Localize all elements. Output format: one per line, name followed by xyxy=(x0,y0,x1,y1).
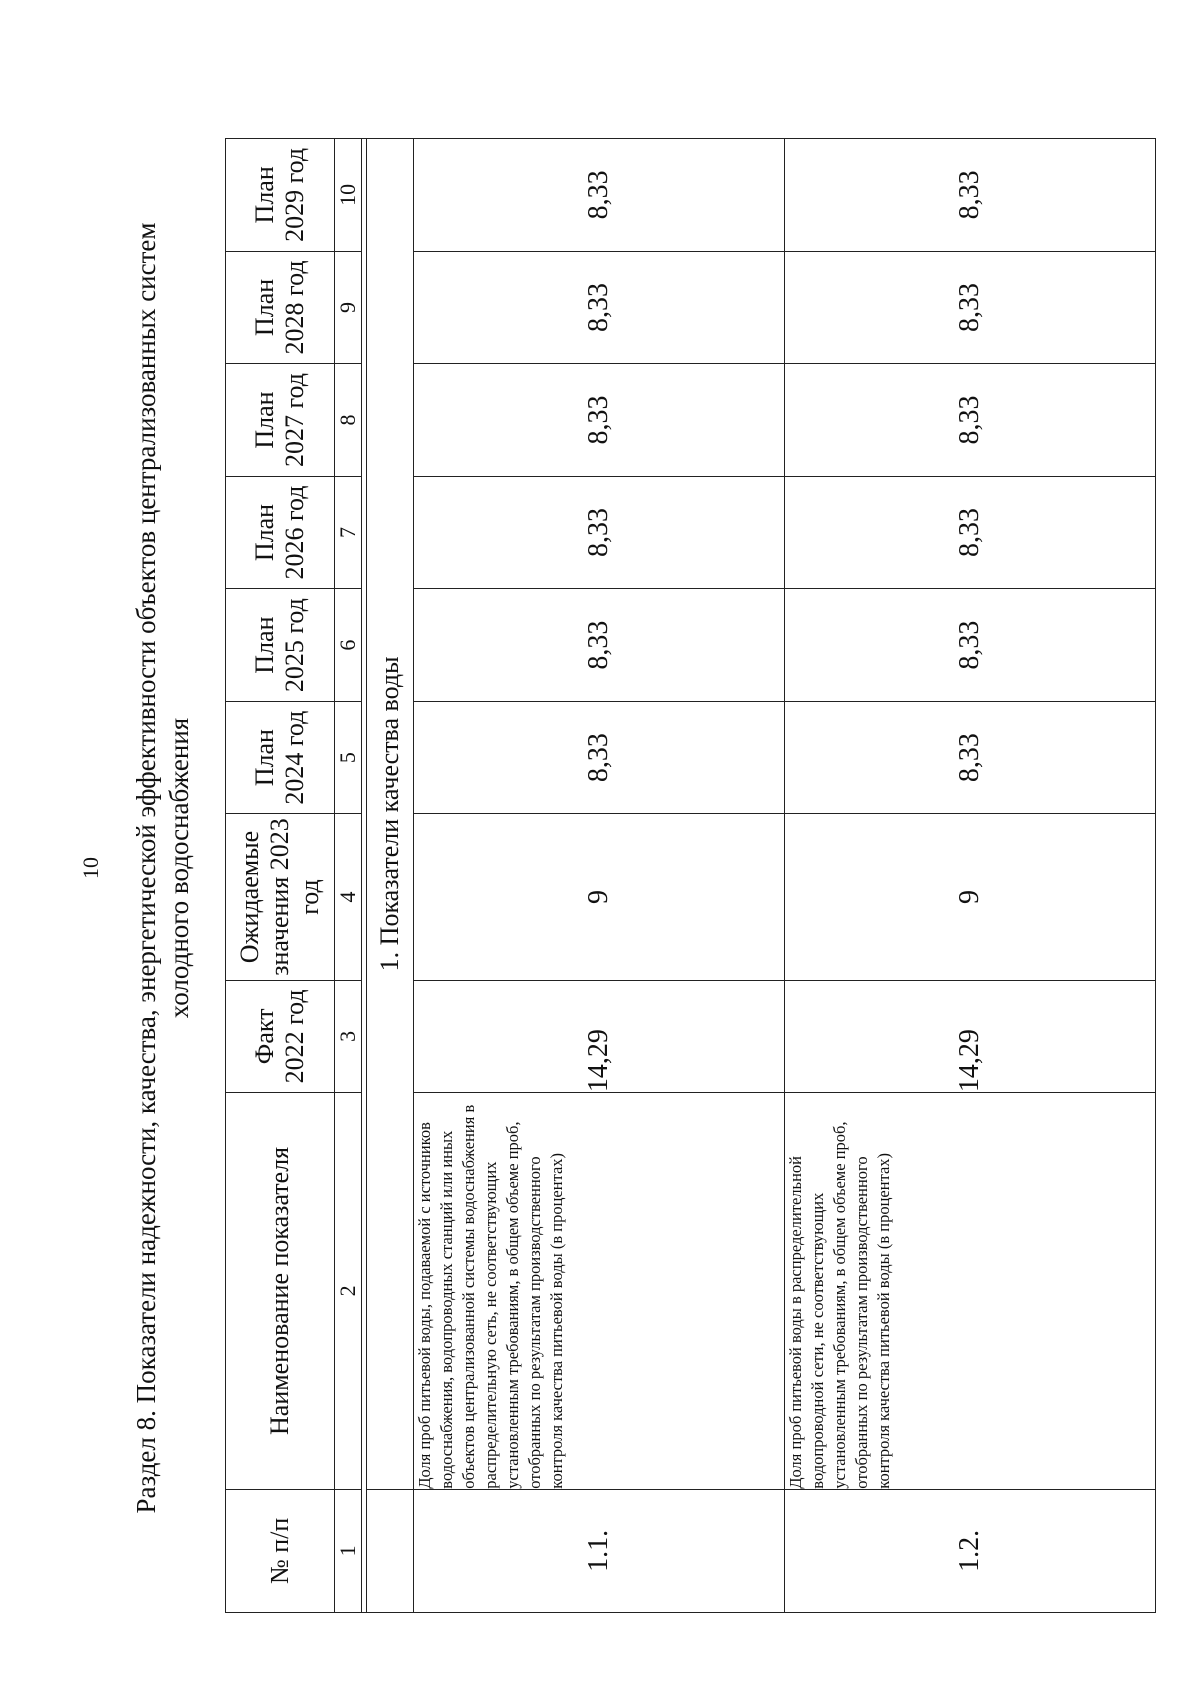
section-row xyxy=(367,139,414,1613)
column-number: 9 xyxy=(335,251,362,364)
section-title: Раздел 8. Показатели надежности, качества, энергетической эффективности объектов централизованных систем холодного водоснабжения xyxy=(131,222,194,1514)
row-number: 1.2. xyxy=(785,1489,1156,1612)
value-cell: 8,33 xyxy=(414,476,785,589)
value-cell: 8,33 xyxy=(414,701,785,814)
value-cell: 9 xyxy=(785,814,1156,980)
indicator-name: Доля проб питьевой воды, подаваемой с источников водоснабжения, водопроводных станций или иных объектов централизованной системы водоснабжения в распределительную сеть, не соответствующих установленным требованиям, в общем объеме проб, отобранных по результатам производственного контроля качества питьевой воды (в процентах) xyxy=(414,1093,785,1490)
column-number: 8 xyxy=(335,364,362,477)
value-cell: 8,33 xyxy=(414,251,785,364)
header-cell: Наименование показателя xyxy=(226,1093,335,1490)
column-number: 6 xyxy=(335,589,362,702)
header-cell: План 2027 год xyxy=(226,364,335,477)
row-number: 1.1. xyxy=(414,1489,785,1612)
column-number: 1 xyxy=(335,1489,362,1612)
table-row xyxy=(785,139,1156,1613)
indicators-table xyxy=(225,138,1156,1613)
column-number: 2 xyxy=(335,1093,362,1490)
column-number: 5 xyxy=(335,701,362,814)
column-number: 7 xyxy=(335,476,362,589)
header-row xyxy=(226,139,335,1613)
header-cell: План 2024 год xyxy=(226,701,335,814)
value-cell: 8,33 xyxy=(785,364,1156,477)
document-page xyxy=(0,48,1150,1698)
header-cell: План 2025 год xyxy=(226,589,335,702)
indicator-name: Доля проб питьевой воды в распределительной водопроводной сети, не соответствующих установленным требованиям, в общем объеме проб, отобранных по результатам производственного контроля качества питьевой воды (в процентах) xyxy=(785,1093,1156,1490)
header-cell: Факт 2022 год xyxy=(226,980,335,1093)
column-number: 4 xyxy=(335,814,362,980)
header-cell: Ожидаемые значения 2023 год xyxy=(226,814,335,980)
column-number: 3 xyxy=(335,980,362,1093)
value-cell: 14,29 xyxy=(785,980,1156,1093)
value-cell: 8,33 xyxy=(785,589,1156,702)
value-cell: 8,33 xyxy=(785,251,1156,364)
value-cell: 8,33 xyxy=(414,589,785,702)
value-cell: 8,33 xyxy=(785,701,1156,814)
header-cell: План 2028 год xyxy=(226,251,335,364)
section-heading: 1. Показатели качества воды xyxy=(367,139,414,1490)
table-row xyxy=(414,139,785,1613)
page-number: 10 xyxy=(78,857,103,879)
column-number-row xyxy=(335,139,362,1613)
value-cell: 9 xyxy=(414,814,785,980)
value-cell: 8,33 xyxy=(414,139,785,252)
column-number: 10 xyxy=(335,139,362,252)
header-cell: № п/п xyxy=(226,1489,335,1612)
header-cell: План 2029 год xyxy=(226,139,335,252)
value-cell: 8,33 xyxy=(785,476,1156,589)
value-cell: 14,29 xyxy=(414,980,785,1093)
header-cell: План 2026 год xyxy=(226,476,335,589)
value-cell: 8,33 xyxy=(414,364,785,477)
value-cell: 8,33 xyxy=(785,139,1156,252)
